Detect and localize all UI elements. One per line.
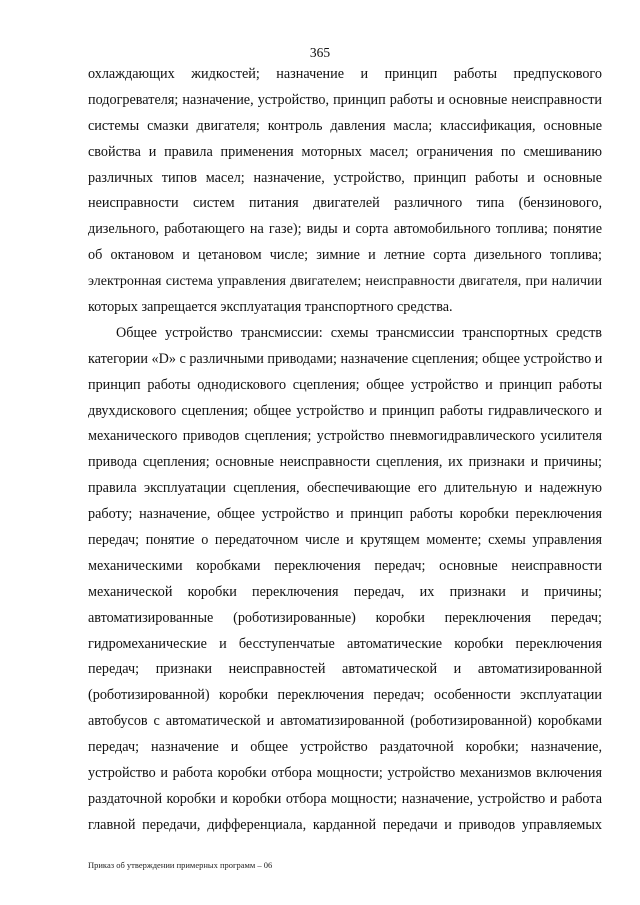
body-text: [88, 62, 602, 839]
text-line: механической коробки переключения передач, их признаки и причины;: [88, 583, 602, 600]
text-line: автобусов с автоматической и автоматизированной (роботизированной) коробками: [88, 713, 602, 730]
text-line: двухдискового сцепления; общее устройство и принцип работы гидравлического и: [88, 402, 602, 419]
text-line: системы смазки двигателя; контроль давления масла; классификация, основные: [88, 117, 602, 134]
text-line: об октановом и цетановом числе; зимние и летние сорта дизельного топлива;: [88, 247, 602, 264]
text-line: работу; назначение, общее устройство и принцип работы коробки переключения: [88, 506, 602, 523]
text-line: правила эксплуатации сцепления, обеспечивающие его длительную и надежную: [88, 480, 602, 497]
text-line: свойства и правила применения моторных масел; ограничения по смешиванию: [88, 143, 602, 160]
text-line: устройство и работа коробки отбора мощности; устройство механизмов включения: [88, 765, 602, 782]
text-line: гидромеханические и бесступенчатые автоматические коробки переключения: [88, 635, 602, 652]
text-line: механического приводов сцепления; устройство пневмогидравлического усилителя: [88, 428, 602, 445]
text-line: привода сцепления; основные неисправности сцепления, их признаки и причины;: [88, 454, 602, 471]
text-line: механическими коробками переключения передач; основные неисправности: [88, 557, 602, 574]
text-line: раздаточной коробки и коробки отбора мощности; назначение, устройство и работа: [88, 790, 602, 807]
text-line: передач; назначение и общее устройство раздаточной коробки; назначение,: [88, 739, 602, 756]
text-line: автоматизированные (роботизированные) коробки переключения передач;: [88, 609, 602, 626]
text-line: принцип работы однодискового сцепления; общее устройство и принцип работы: [88, 376, 602, 393]
text-line: различных типов масел; назначение, устройство, принцип работы и основные: [88, 169, 602, 186]
text-line: охлаждающих жидкостей; назначение и принцип работы предпускового: [88, 66, 602, 82]
text-line: дизельного, работающего на газе); виды и сорта автомобильного топлива; понятие: [88, 221, 602, 238]
text-line: (роботизированной) коробки переключения передач; особенности эксплуатации: [88, 687, 602, 704]
page-number: 365: [309, 45, 331, 60]
footer-note: Приказ об утверждении примерных программ – 06: [88, 860, 273, 870]
text-line: электронная система управления двигателем; неисправности двигателя, при наличии: [88, 274, 602, 290]
text-line: передач; понятие о передаточном числе и крутящем моменте; схемы управления: [88, 532, 602, 549]
text-line: категории «D» с различными приводами; назначение сцепления; общее устройство и: [88, 350, 603, 367]
text-line: передач; признаки неисправностей автоматической и автоматизированной: [88, 661, 602, 678]
text-line: главной передачи, дифференциала, карданной передачи и приводов управляемых: [88, 816, 602, 833]
text-line: неисправности систем питания двигателей различного типа (бензинового,: [88, 195, 602, 212]
text-line: которых запрещается эксплуатация транспортного средства.: [88, 299, 453, 316]
text-line: подогревателя; назначение, устройство, принцип работы и основные неисправности: [88, 91, 602, 108]
text-line: Общее устройство трансмиссии: схемы трансмиссии транспортных средств: [116, 324, 602, 341]
